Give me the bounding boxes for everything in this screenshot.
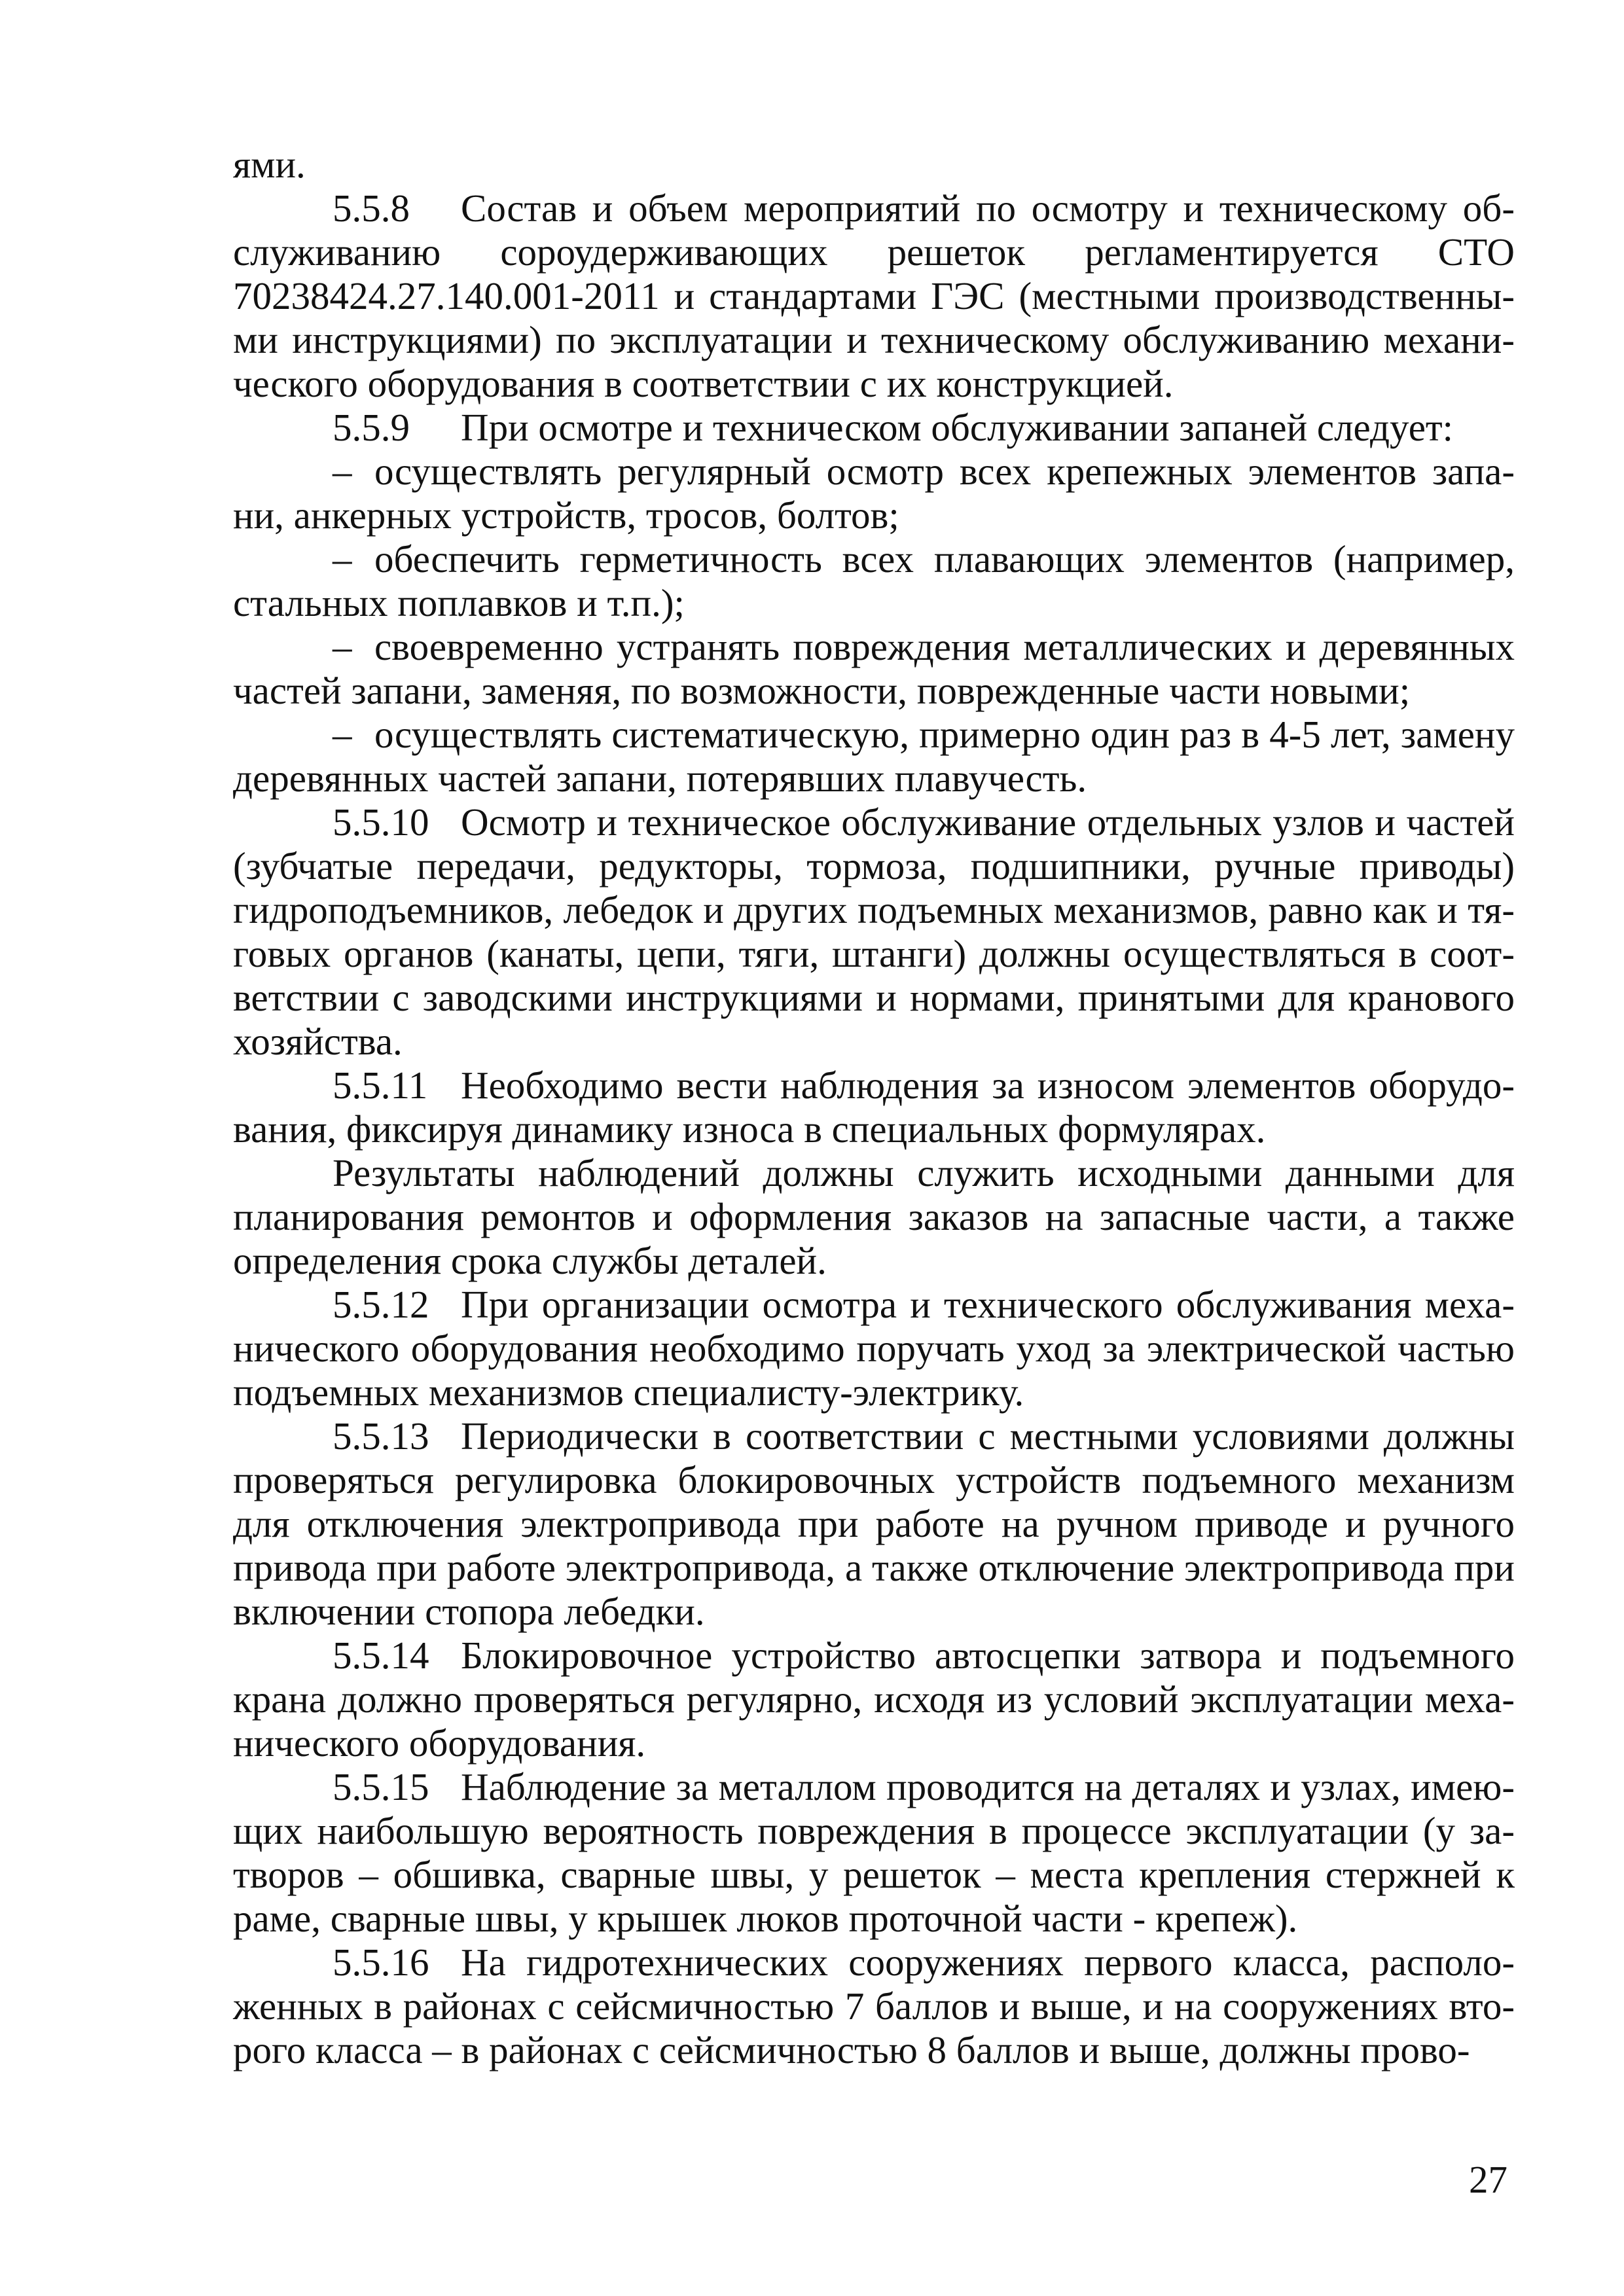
clause-text: При организации осмотра и технического обслуживания механического оборудования необходимо поручать уход за электрической частью подъемных механизмов специалисту-электрику. (233, 1283, 1515, 1414)
list-item (233, 450, 1515, 537)
list-item-text: осуществлять регулярный осмотр всех крепежных элементов запани, анкерных устройств, тросов, болтов; (233, 450, 1515, 537)
dash-bullet: – (333, 625, 352, 668)
list-item-text: обеспечить герметичность всех плавающих элементов (например, стальных поплавков и т.п.); (233, 537, 1515, 624)
list-item (233, 537, 1515, 625)
list-item (233, 713, 1515, 800)
clause-number: 5.5.16 (333, 1941, 429, 1984)
clause-text: Необходимо вести наблюдения за износом элементов оборудования, фиксируя динамику износа в специальных формулярах. (233, 1064, 1515, 1151)
clause-number: 5.5.9 (333, 406, 410, 449)
dash-bullet: – (333, 537, 352, 581)
clause-text: Наблюдение за металлом проводится на деталях и узлах, имеющих наибольшую вероятность повреждения в процессе эксплуатации (у затворов – обшивка, сварные швы, у решеток – места крепления стержней к раме, сварные швы, у крышек люков проточной части - крепеж). (233, 1765, 1515, 1940)
list-item (233, 625, 1515, 713)
paragraph-5-5-15 (233, 1765, 1515, 1941)
page-number: 27 (1469, 2158, 1507, 2201)
paragraph-5-5-14 (233, 1634, 1515, 1765)
clause-text: Блокировочное устройство автосцепки затвора и подъемного крана должно проверяться регулярно, исходя из условий эксплуатации механического оборудования. (233, 1634, 1515, 1765)
clause-number: 5.5.14 (333, 1634, 429, 1677)
paragraph-5-5-10 (233, 800, 1515, 1064)
dash-bullet: – (333, 450, 352, 493)
clause-text: Периодически в соответствии с местными условиями должны проверяться регулировка блокировочных устройств подъемного механизм для отключения электропривода при работе на ручном приводе и ручного привода при работе электропривода, а также отключение электропривода при включении стопора лебедки. (233, 1414, 1515, 1633)
paragraph-5-5-16 (233, 1941, 1515, 2072)
clause-number: 5.5.11 (333, 1064, 428, 1107)
paragraph-5-5-11 (233, 1064, 1515, 1151)
paragraph-5-5-13 (233, 1414, 1515, 1634)
clause-number: 5.5.8 (333, 187, 410, 230)
document-page (233, 143, 1515, 2072)
paragraph-5-5-8 (233, 187, 1515, 406)
clause-number: 5.5.13 (333, 1414, 429, 1458)
paragraph-results: Результаты наблюдений должны служить исходными данными для планирования ремонтов и оформления заказов на запасные части, а также определения срока службы деталей. (233, 1151, 1515, 1282)
clause-text: При осмотре и техническом обслуживании запаней следует: (461, 406, 1454, 449)
clause-text: На гидротехнических сооружениях первого класса, расположенных в районах с сейсмичностью 7 баллов и выше, и на сооружениях второго класса – в районах с сейсмичностью 8 баллов и выше, должны прово- (233, 1941, 1515, 2072)
clause-number: 5.5.12 (333, 1283, 429, 1326)
clause-number: 5.5.10 (333, 800, 429, 844)
list-item-text: своевременно устранять повреждения металлических и деревянных частей запани, заменяя, по возможности, поврежденные части новыми; (233, 625, 1515, 712)
clause-text: Осмотр и техническое обслуживание отдельных узлов и частей (зубчатые передачи, редукторы, тормоза, подшипники, ручные приводы) гидроподъемников, лебедок и других подъемных механизмов, равно как и тяговых органов (канаты, цепи, тяги, штанги) должны осуществляться в соответствии с заводскими инструкциями и нормами, принятыми для кранового хозяйства. (233, 800, 1515, 1063)
paragraph-5-5-9 (233, 406, 1515, 450)
list-item-text: осуществлять систематическую, примерно один раз в 4-5 лет, замену деревянных частей запани, потерявших плавучесть. (233, 713, 1515, 800)
lead-fragment: ями. (233, 143, 306, 186)
clause-number: 5.5.15 (333, 1765, 429, 1808)
paragraph-5-5-12 (233, 1283, 1515, 1414)
dash-bullet: – (333, 713, 352, 756)
clause-text: Состав и объем мероприятий по осмотру и техническому обслуживанию сороудерживающих решеток регламентируется СТО 70238424.27.140.001-2011 и стандартами ГЭС (местными производственными инструкциями) по эксплуатации и техническому обслуживанию механического оборудования в соответствии с их конструкцией. (233, 187, 1515, 405)
